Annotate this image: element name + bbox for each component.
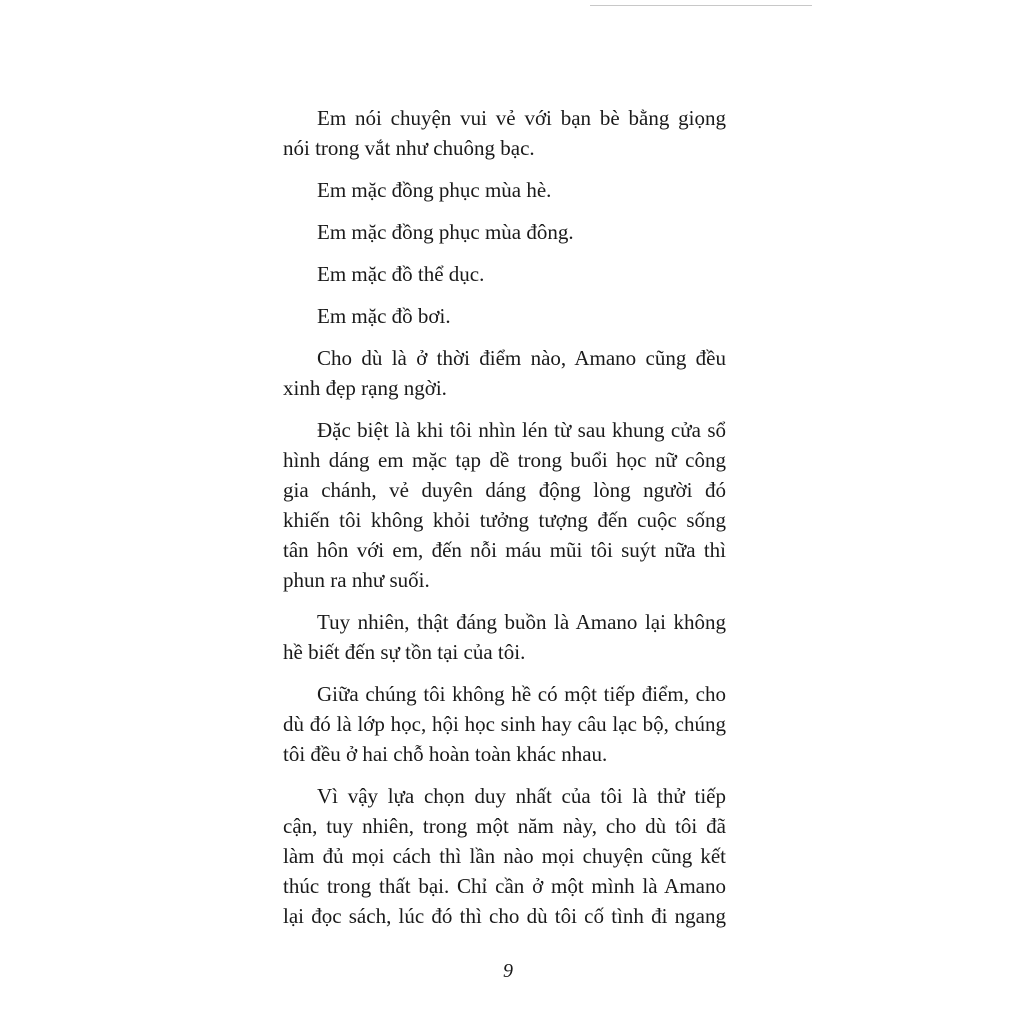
page-number (0, 960, 1024, 983)
paragraph (283, 259, 726, 289)
paragraph (283, 781, 726, 931)
paragraph (283, 679, 726, 769)
text-line: hình dáng em mặc tạp dề trong buổi học nữ công (283, 448, 726, 472)
text-line: tôi đều ở hai chỗ hoàn toàn khác nhau. (283, 742, 608, 766)
text-line: Em nói chuyện vui vẻ với bạn bè bằng giọng (317, 106, 726, 130)
text-line: Em mặc đồng phục mùa hè. (317, 178, 552, 202)
text-line: dù đó là lớp học, hội học sinh hay câu lạc bộ, chúng (283, 712, 726, 736)
top-edge-rule (590, 5, 812, 6)
paragraph (283, 175, 726, 205)
text-line: khiến tôi không khỏi tưởng tượng đến cuộc sống (283, 508, 726, 532)
paragraph (283, 415, 726, 595)
paragraph (283, 607, 726, 667)
paragraph (283, 103, 726, 163)
paragraph (283, 217, 726, 247)
page-body-text (283, 103, 726, 943)
text-line: Em mặc đồng phục mùa đông. (317, 220, 574, 244)
text-line: gia chánh, vẻ duyên dáng động lòng người đó (283, 478, 726, 502)
text-line: Cho dù là ở thời điểm nào, Amano cũng đều (317, 346, 726, 370)
text-line: tân hôn với em, đến nỗi máu mũi tôi suýt nữa thì (283, 538, 726, 562)
text-line: lại đọc sách, lúc đó thì cho dù tôi cố tình đi ngang (283, 904, 726, 928)
paragraph (283, 301, 726, 331)
text-line: Em mặc đồ bơi. (317, 304, 451, 328)
text-line: nói trong vắt như chuông bạc. (283, 136, 535, 160)
text-line: thúc trong thất bại. Chỉ cần ở một mình là Amano (283, 874, 726, 898)
text-line: Tuy nhiên, thật đáng buồn là Amano lại không (317, 610, 726, 634)
text-line: cận, tuy nhiên, trong một năm này, cho dù tôi đã (283, 814, 726, 838)
text-line: làm đủ mọi cách thì lần nào mọi chuyện cũng kết (283, 844, 726, 868)
text-line: Giữa chúng tôi không hề có một tiếp điểm, cho (317, 682, 726, 706)
paragraph (283, 343, 726, 403)
page-number-text: 9 (503, 960, 513, 982)
text-line: xinh đẹp rạng ngời. (283, 376, 447, 400)
text-line: Em mặc đồ thể dục. (317, 262, 485, 286)
text-line: phun ra như suối. (283, 568, 430, 592)
text-line: Đặc biệt là khi tôi nhìn lén từ sau khung cửa sổ (317, 418, 726, 442)
text-line: Vì vậy lựa chọn duy nhất của tôi là thử tiếp (317, 784, 726, 808)
text-line: hề biết đến sự tồn tại của tôi. (283, 640, 526, 664)
